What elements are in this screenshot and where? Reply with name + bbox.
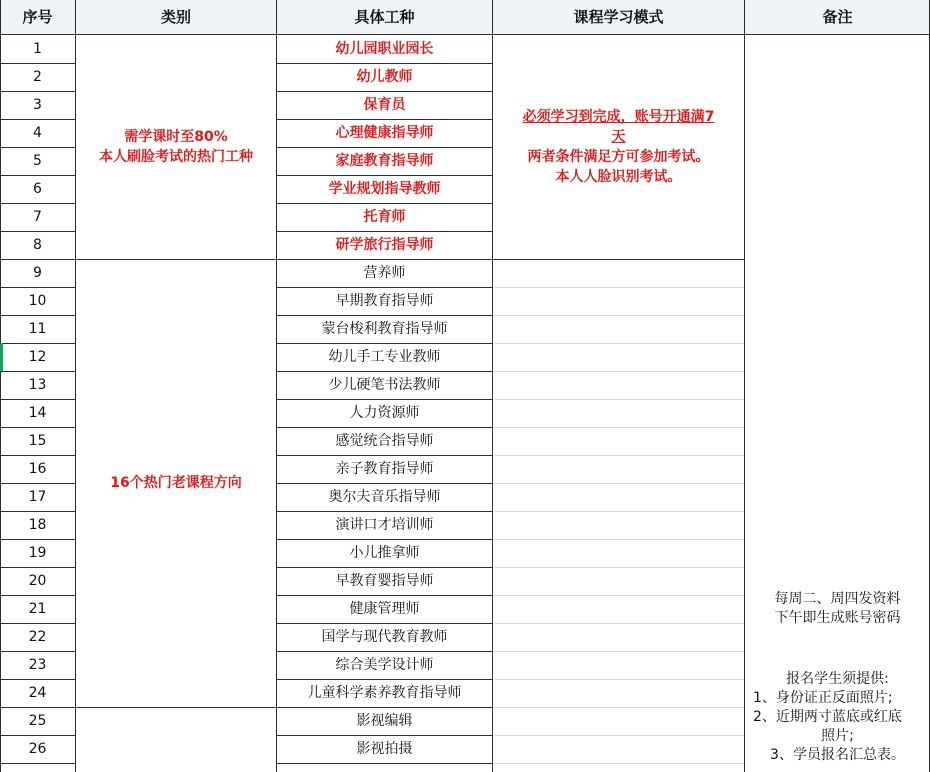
border-line	[0, 91, 75, 92]
seq-cell[interactable]: 23	[28, 657, 47, 673]
job-cell[interactable]: 演讲口才培训师	[335, 517, 434, 533]
border-line	[0, 455, 75, 456]
border-line	[0, 0, 1, 772]
seq-cell[interactable]: 3	[33, 97, 42, 113]
category-line: 16个热门老课程方向	[110, 475, 242, 491]
job-cell[interactable]: 早期教育指导师	[335, 293, 434, 309]
border-line	[277, 427, 493, 428]
seq-cell[interactable]: 20	[28, 573, 47, 589]
border-line	[0, 735, 75, 736]
job-cell[interactable]: 影视拍摄	[356, 741, 413, 757]
seq-cell[interactable]: 6	[33, 181, 42, 197]
border-line	[0, 343, 75, 344]
border-line	[277, 483, 493, 484]
grid-line	[493, 427, 744, 428]
grid-line	[493, 567, 744, 568]
seq-cell[interactable]: 12	[28, 349, 47, 365]
job-cell[interactable]: 人力资源师	[349, 405, 420, 421]
border-line	[277, 91, 493, 92]
job-cell[interactable]: 早教育婴指导师	[335, 573, 434, 589]
grid-line	[493, 679, 744, 680]
job-cell[interactable]: 奥尔夫音乐指导师	[328, 489, 441, 505]
border-line	[277, 63, 493, 64]
border-line	[277, 147, 493, 148]
border-line	[277, 203, 493, 204]
border-line	[75, 0, 76, 772]
seq-cell[interactable]: 19	[28, 545, 47, 561]
border-line	[0, 679, 75, 680]
border-line	[277, 623, 493, 624]
grid-line	[493, 315, 744, 316]
seq-cell[interactable]: 10	[28, 293, 47, 309]
job-cell[interactable]: 营养师	[363, 265, 406, 281]
mode-line: 本人人脸识别考试。	[555, 169, 682, 185]
border-line	[277, 371, 493, 372]
border-line	[492, 0, 493, 772]
grid-line	[493, 539, 744, 540]
border-line	[0, 511, 75, 512]
border-line	[277, 763, 493, 764]
border-line	[0, 175, 75, 176]
border-line	[277, 567, 493, 568]
job-cell[interactable]: 幼儿园职业园长	[335, 41, 434, 57]
job-cell[interactable]: 蒙台梭利教育指导师	[321, 321, 448, 337]
category-group-1[interactable]	[76, 35, 276, 259]
grid-line	[493, 399, 744, 400]
job-cell[interactable]: 心理健康指导师	[335, 125, 434, 141]
border-line	[0, 315, 75, 316]
job-cell[interactable]: 幼儿手工专业教师	[328, 349, 441, 365]
grid-line	[493, 623, 744, 624]
border-line	[277, 511, 493, 512]
grid-line	[493, 651, 744, 652]
remarks-line: 1、身份证正反面照片;	[753, 690, 893, 706]
border-line	[0, 623, 75, 624]
row-selection-indicator	[0, 343, 3, 371]
seq-cell[interactable]: 22	[28, 629, 47, 645]
mode-line: 两者条件满足方可参加考试。	[527, 149, 710, 165]
remarks-line: 下午即生成账号密码	[774, 610, 901, 626]
seq-cell[interactable]: 7	[33, 209, 42, 225]
border-line	[0, 63, 75, 64]
border-line	[0, 287, 75, 288]
border-line	[0, 483, 75, 484]
border-line	[0, 399, 75, 400]
seq-cell[interactable]: 4	[33, 125, 42, 141]
border-line	[0, 147, 75, 148]
job-cell[interactable]: 小儿推拿师	[349, 545, 420, 561]
border-line	[0, 567, 75, 568]
job-cell[interactable]: 保育员	[363, 97, 406, 113]
seq-cell[interactable]: 14	[28, 405, 47, 421]
remarks-line: 照片;	[821, 728, 854, 744]
border-line	[0, 119, 75, 120]
job-cell[interactable]: 儿童科学素养教育指导师	[307, 685, 462, 701]
remarks-line: 报名学生须提供:	[786, 671, 889, 687]
category-line: 本人刷脸考试的热门工种	[99, 149, 253, 165]
remarks-cell[interactable]	[745, 590, 930, 765]
category-group-2[interactable]	[76, 259, 276, 707]
border-line	[0, 371, 75, 372]
category-group-3[interactable]	[76, 707, 276, 772]
grid-line	[493, 343, 744, 344]
border-line	[277, 119, 493, 120]
border-line	[277, 175, 493, 176]
mode-line: 必须学习到完成，账号开通满7	[522, 109, 715, 125]
seq-cell[interactable]: 8	[33, 237, 42, 253]
seq-cell[interactable]: 17	[28, 489, 47, 505]
border-line	[0, 427, 75, 428]
border-line	[0, 34, 930, 35]
remarks-line: 每周二、周四发资料	[774, 591, 901, 607]
job-cell[interactable]: 健康管理师	[349, 601, 420, 617]
border-line	[277, 595, 493, 596]
grid-line	[493, 287, 744, 288]
border-line	[0, 707, 493, 708]
seq-cell[interactable]: 2	[33, 69, 42, 85]
border-line	[277, 315, 493, 316]
seq-cell[interactable]: 21	[28, 601, 47, 617]
border-line	[277, 735, 493, 736]
border-line	[0, 651, 75, 652]
border-line	[277, 539, 493, 540]
job-cell[interactable]: 学业规划指导教师	[328, 181, 441, 197]
seq-cell[interactable]: 15	[28, 433, 47, 449]
border-line	[744, 0, 745, 772]
seq-cell[interactable]: 26	[28, 741, 47, 757]
remarks-line: 2、近期两寸蓝底或红底	[753, 709, 902, 725]
header-remarks[interactable]: 备注	[745, 0, 930, 34]
job-cell[interactable]: 影视编辑	[356, 713, 413, 729]
grid-line	[493, 483, 744, 484]
border-line	[277, 343, 493, 344]
job-cell[interactable]: 感觉统合指导师	[335, 433, 434, 449]
header-job[interactable]: 具体工种	[277, 0, 492, 34]
seq-cell[interactable]: 25	[28, 713, 47, 729]
border-line	[277, 651, 493, 652]
border-line	[0, 231, 75, 232]
border-line	[277, 231, 493, 232]
border-line	[0, 203, 75, 204]
job-cell[interactable]: 国学与现代教育教师	[321, 629, 448, 645]
course-mode-note[interactable]	[493, 35, 744, 259]
job-cell[interactable]: 幼儿教师	[356, 69, 413, 85]
job-cell[interactable]: 研学旅行指导师	[335, 237, 434, 253]
grid-line	[493, 707, 744, 708]
grid-line	[493, 735, 744, 736]
remarks-line: 3、学员报名汇总表。	[770, 747, 905, 763]
job-cell[interactable]: 家庭教育指导师	[335, 153, 434, 169]
border-line	[0, 595, 75, 596]
border-line	[276, 0, 277, 772]
border-line	[0, 259, 745, 260]
grid-line	[493, 511, 744, 512]
seq-cell[interactable]: 11	[28, 321, 47, 337]
border-line	[277, 455, 493, 456]
header-seq[interactable]: 序号	[0, 0, 75, 34]
mode-line: 天	[611, 129, 626, 145]
border-line	[0, 763, 75, 764]
seq-cell[interactable]: 5	[33, 153, 42, 169]
border-line	[277, 287, 493, 288]
seq-cell[interactable]: 1	[33, 41, 42, 57]
header-category[interactable]: 类别	[76, 0, 276, 34]
category-line: 需学课时至80%	[124, 129, 228, 145]
header-mode[interactable]: 课程学习模式	[493, 0, 744, 34]
grid-line	[493, 455, 744, 456]
job-cell[interactable]: 少儿硬笔书法教师	[328, 377, 441, 393]
grid-line	[493, 371, 744, 372]
border-line	[0, 539, 75, 540]
border-line	[277, 399, 493, 400]
job-cell[interactable]: 亲子教育指导师	[335, 461, 434, 477]
seq-cell[interactable]: 16	[28, 461, 47, 477]
grid-line	[493, 763, 744, 764]
job-cell[interactable]: 综合美学设计师	[335, 657, 434, 673]
seq-cell[interactable]: 18	[28, 517, 47, 533]
seq-cell[interactable]: 13	[28, 377, 47, 393]
seq-cell[interactable]: 9	[33, 265, 42, 281]
seq-cell[interactable]: 24	[28, 685, 47, 701]
grid-line	[493, 595, 744, 596]
job-cell[interactable]: 托育师	[363, 209, 406, 225]
border-line	[277, 679, 493, 680]
